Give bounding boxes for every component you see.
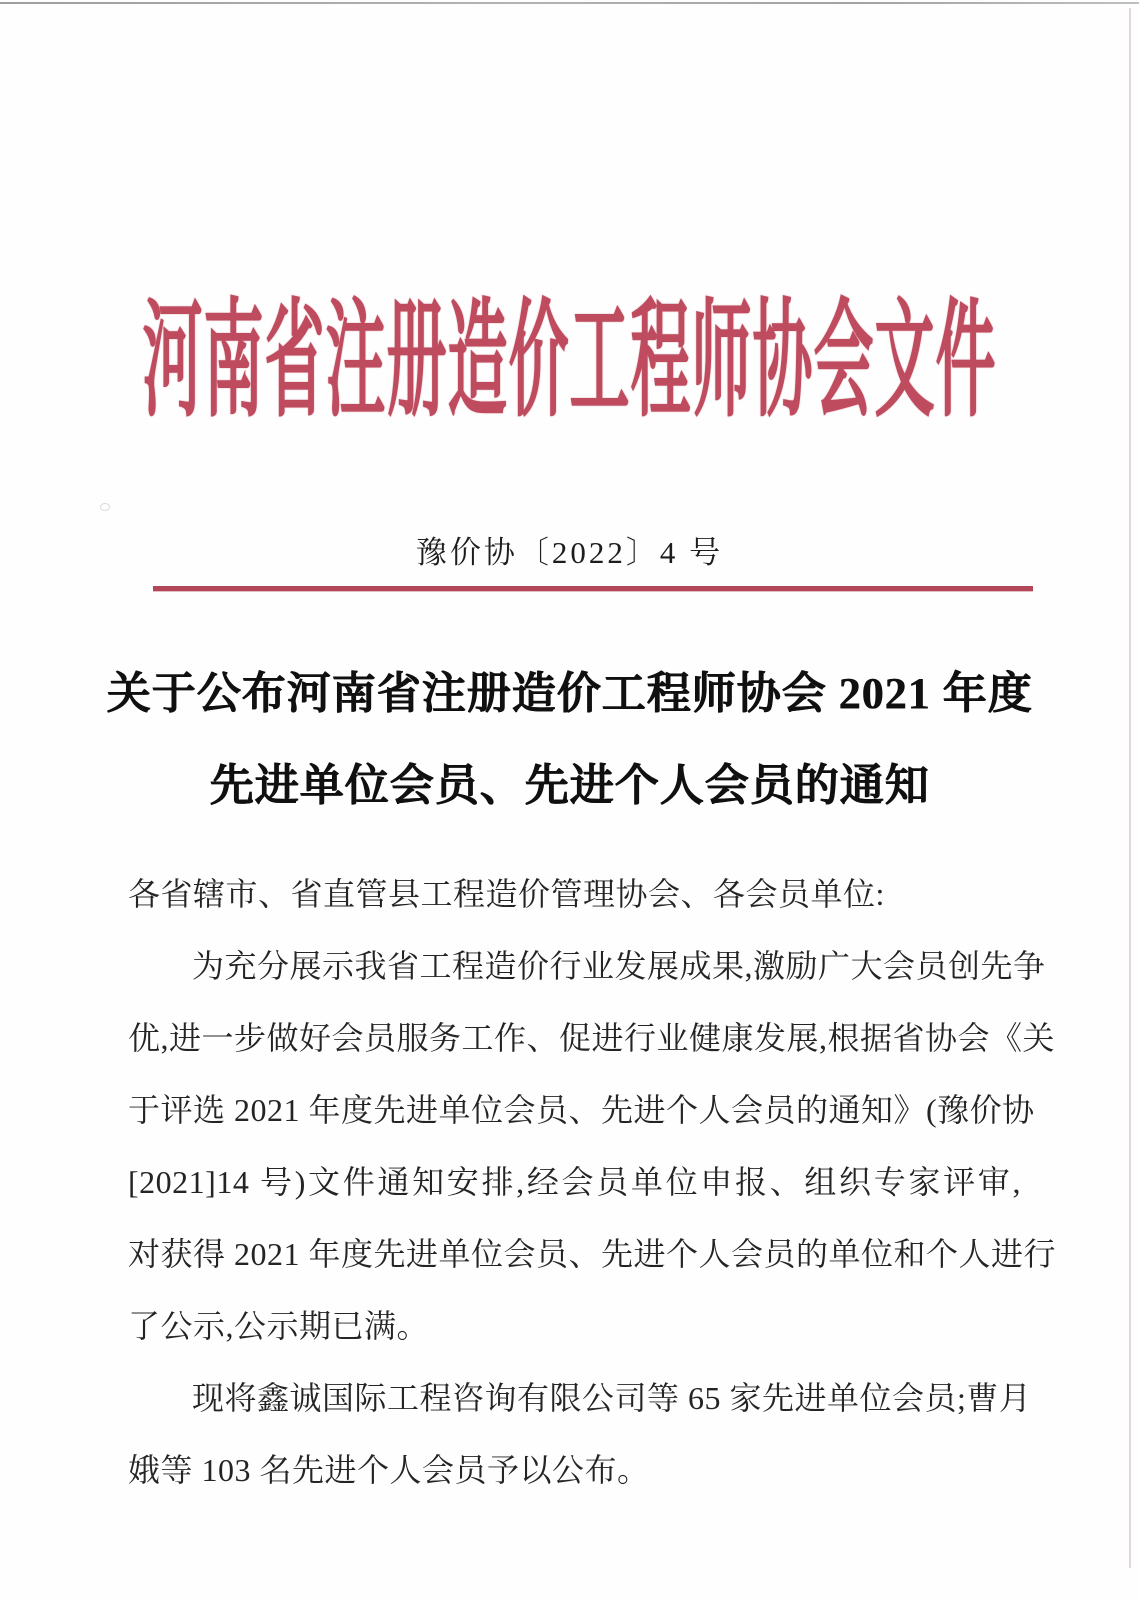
document-body xyxy=(128,858,1057,1506)
scan-artifact-top-line xyxy=(0,2,1139,4)
paragraph-2-line-2: 娥等 103 名先进个人会员予以公布。 xyxy=(128,1452,650,1488)
paragraph-1-line-6: 了公示,公示期已满。 xyxy=(128,1308,430,1344)
document-title xyxy=(70,648,1069,832)
red-divider-line xyxy=(153,586,1033,591)
paragraph-1-line-4: [2021]14 号)文件通知安排,经会员单位申报、组织专家评审, xyxy=(128,1164,1021,1200)
scan-artifact-speck xyxy=(100,503,110,511)
paragraph-1-line-3: 于评选 2021 年度先进单位会员、先进个人会员的通知》(豫价协 xyxy=(128,1092,1035,1128)
document-title-line-2: 先进单位会员、先进个人会员的通知 xyxy=(209,761,930,810)
letterhead-org-title: 河南省注册造价工程师协会文件 xyxy=(142,291,997,432)
document-number: 豫价协〔2022〕4 号 xyxy=(415,535,724,570)
paragraph-2-line-1: 现将鑫诚国际工程咨询有限公司等 65 家先进单位会员;曹月 xyxy=(192,1380,1032,1416)
paragraph-1-line-2: 优,进一步做好会员服务工作、促进行业健康发展,根据省协会《关 xyxy=(128,1020,1056,1056)
scan-artifact-right-line xyxy=(1129,8,1131,1568)
document-title-line-1: 关于公布河南省注册造价工程师协会 2021 年度 xyxy=(106,669,1033,718)
paragraph-1-line-1: 为充分展示我省工程造价行业发展成果,激励广大会员创先争 xyxy=(192,948,1046,984)
salutation-line: 各省辖市、省直管县工程造价管理协会、各会员单位: xyxy=(128,876,885,912)
paragraph-1-line-5: 对获得 2021 年度先进单位会员、先进个人会员的单位和个人进行 xyxy=(128,1236,1057,1272)
